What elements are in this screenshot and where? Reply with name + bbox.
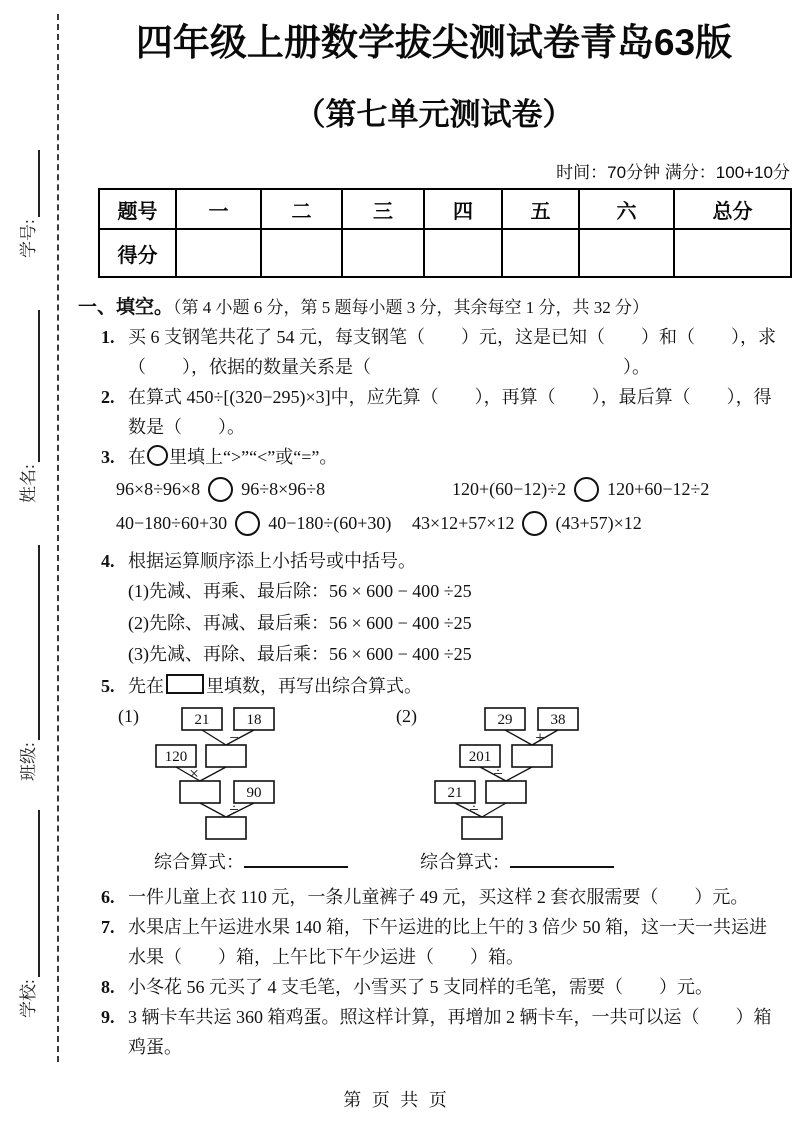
section-1-note: （第 4 小题 6 分，第 5 题每小题 3 分，其余每空 1 分，共 32 分） bbox=[173, 298, 650, 317]
question-text: 水果（ ）箱，上午比下午少运进（ ）箱。 bbox=[128, 946, 524, 967]
operator-label: ÷ bbox=[229, 799, 239, 819]
score-table bbox=[98, 188, 792, 278]
expression-left: 120+(60−12)÷2 bbox=[452, 478, 567, 499]
question-text: 水果店上午运进水果 140 箱，下午运进的比上午的 3 倍少 50 箱，这一天一共运进 bbox=[128, 916, 767, 937]
score-cell-empty bbox=[176, 229, 261, 277]
expression-right: (43+57)×12 bbox=[555, 512, 642, 533]
student-number-blank-line bbox=[18, 150, 40, 217]
question-7-line-1 bbox=[78, 912, 790, 942]
question-number: 6. bbox=[101, 886, 115, 907]
circle-blank-icon bbox=[147, 445, 168, 466]
fold-dashed-line bbox=[57, 14, 59, 1062]
exam-title: 四年级上册数学拔尖测试卷青岛63版 bbox=[135, 22, 733, 63]
score-header-cell: 五 bbox=[502, 189, 579, 229]
question-number: 2. bbox=[101, 387, 115, 407]
question-text: （ ），依据的数量关系是（ ）。 bbox=[128, 357, 650, 377]
circle-blank-icon bbox=[574, 477, 599, 502]
result-box-blank bbox=[462, 817, 502, 839]
question-8-line-1 bbox=[78, 972, 790, 1002]
flow-diagram-2 bbox=[396, 703, 582, 848]
page-footer: 第 页 共 页 bbox=[343, 1090, 450, 1110]
question-number: 7. bbox=[101, 916, 115, 937]
question-text: 里填上“>”“<”或“=”。 bbox=[169, 447, 338, 467]
question-text: 鸡蛋。 bbox=[128, 1036, 182, 1057]
composite-expression-2 bbox=[420, 849, 614, 875]
circle-blank-icon bbox=[522, 511, 547, 536]
question-5-diagrams bbox=[78, 703, 790, 848]
exam-subtitle: （第七单元测试卷） bbox=[294, 97, 574, 132]
result-box-blank bbox=[206, 817, 246, 839]
expression-left: 40−180÷60+30 bbox=[116, 512, 228, 533]
expr-underline bbox=[244, 851, 348, 868]
expression-right: 96÷8×96÷8 bbox=[241, 478, 326, 499]
question-2-line-1 bbox=[78, 382, 790, 412]
score-header-cell: 总分 bbox=[674, 189, 791, 229]
score-cell-empty bbox=[342, 229, 424, 277]
square-blank-icon bbox=[166, 674, 204, 694]
operator-label: ÷ bbox=[469, 799, 479, 819]
result-box-blank bbox=[180, 781, 220, 803]
expression-left: 43×12+57×12 bbox=[412, 512, 515, 533]
question-1-line-2 bbox=[78, 352, 790, 382]
question-4-heading bbox=[78, 546, 790, 576]
circle-blank-icon bbox=[235, 511, 260, 536]
expr-label: 综合算式： bbox=[154, 851, 244, 872]
question-number: 5. bbox=[101, 675, 115, 696]
main-content bbox=[78, 18, 790, 1062]
score-cell-empty bbox=[261, 229, 342, 277]
score-header-cell: 六 bbox=[579, 189, 674, 229]
score-header-cell: 题号 bbox=[99, 189, 176, 229]
sidebar-item-school bbox=[16, 810, 40, 1018]
question-4-item-3: (3)先减、再除、最后乘：56 × 600 − 400 ÷25 bbox=[128, 644, 472, 664]
question-6-line-1 bbox=[78, 882, 790, 912]
score-cell-empty bbox=[424, 229, 502, 277]
sidebar-item-name bbox=[16, 310, 40, 503]
score-cell-empty bbox=[502, 229, 579, 277]
comparison-row-1 bbox=[78, 472, 790, 506]
composite-expression-row bbox=[78, 849, 790, 875]
value-label: 201 bbox=[468, 748, 492, 765]
question-number: 1. bbox=[101, 327, 115, 347]
question-5-heading bbox=[78, 671, 790, 701]
question-text: 买 6 支钢笔共花了 54 元，每支钢笔（ ）元，这是已知（ ）和（ ），求 bbox=[128, 327, 776, 347]
sidebar-item-class bbox=[16, 545, 40, 781]
value-label: 90 bbox=[246, 784, 262, 801]
name-blank-line bbox=[18, 310, 40, 462]
expression-right: 40−180÷(60+30) bbox=[268, 512, 392, 533]
exam-meta: 时间：70分钟 满分：100+10分 bbox=[556, 163, 790, 182]
score-table-header-row bbox=[99, 189, 791, 229]
circle-blank-icon bbox=[208, 477, 233, 502]
comparison-row-2 bbox=[78, 506, 790, 540]
expression-left: 96×8÷96×8 bbox=[116, 478, 201, 499]
score-header-cell: 二 bbox=[261, 189, 342, 229]
question-text: 3 辆卡车共运 360 箱鸡蛋。照这样计算，再增加 2 辆卡车，一共可以运（ ）箱 bbox=[128, 1006, 772, 1027]
score-row-label: 得分 bbox=[99, 229, 176, 277]
result-box-blank bbox=[206, 745, 246, 767]
name-label: 姓名: bbox=[19, 464, 38, 503]
question-text: 里填数，再写出综合算式。 bbox=[206, 675, 422, 696]
expr-underline bbox=[510, 851, 614, 868]
question-number: 3. bbox=[101, 447, 115, 467]
value-label: 29 bbox=[497, 711, 513, 728]
question-4-item-1: (1)先减、再乘、最后除：56 × 600 − 400 ÷25 bbox=[128, 581, 472, 601]
result-box-blank bbox=[486, 781, 526, 803]
student-number-label: 学号: bbox=[19, 219, 38, 258]
question-9-line-1 bbox=[78, 1002, 790, 1032]
value-label: 21 bbox=[194, 711, 210, 728]
question-4-item-2: (2)先除、再减、最后乘：56 × 600 − 400 ÷25 bbox=[128, 612, 472, 633]
comparison-pair bbox=[116, 511, 412, 536]
score-table-score-row bbox=[99, 229, 791, 277]
school-label: 学校: bbox=[19, 979, 38, 1018]
flow-diagram-2-svg bbox=[432, 703, 582, 843]
operator-label: × bbox=[189, 763, 199, 783]
question-3-heading bbox=[78, 442, 790, 472]
comparison-pair bbox=[412, 511, 642, 536]
question-9-line-2 bbox=[78, 1032, 790, 1062]
value-label: 120 bbox=[164, 748, 188, 765]
question-text: 在 bbox=[128, 447, 146, 467]
question-number: 4. bbox=[101, 551, 115, 571]
score-header-cell: 三 bbox=[342, 189, 424, 229]
composite-expression-1 bbox=[154, 849, 348, 875]
expr-label: 综合算式： bbox=[420, 851, 510, 872]
question-text: 数是（ ）。 bbox=[128, 417, 245, 437]
diagram-label: (2) bbox=[396, 705, 417, 726]
question-text: 根据运算顺序添上小括号或中括号。 bbox=[128, 551, 416, 571]
result-box-blank bbox=[512, 745, 552, 767]
flow-diagram-1 bbox=[118, 703, 304, 848]
question-text: 小冬花 56 元买了 4 支毛笔，小雪买了 5 支同样的毛笔，需要（ ）元。 bbox=[128, 976, 713, 997]
operator-label: ÷ bbox=[493, 763, 503, 783]
school-blank-line bbox=[18, 810, 40, 977]
question-7-line-2 bbox=[78, 942, 790, 972]
question-number: 8. bbox=[101, 976, 115, 997]
value-label: 38 bbox=[550, 711, 566, 728]
question-1-line-1 bbox=[78, 322, 790, 352]
score-header-cell: 四 bbox=[424, 189, 502, 229]
operator-label: + bbox=[535, 727, 545, 747]
diagram-label: (1) bbox=[118, 705, 139, 726]
class-blank-line bbox=[18, 545, 40, 740]
flow-diagram-1-svg bbox=[154, 703, 304, 843]
question-number: 9. bbox=[101, 1006, 115, 1027]
score-cell-empty bbox=[579, 229, 674, 277]
expression-right: 120+60−12÷2 bbox=[607, 478, 710, 499]
question-2-line-2 bbox=[78, 412, 790, 442]
operator-label: − bbox=[229, 727, 239, 747]
section-1-heading bbox=[78, 295, 790, 322]
question-text: 在算式 450÷[(320−295)×3]中，应先算（ ），再算（ ），最后算（ ），得 bbox=[128, 387, 772, 407]
score-header-cell: 一 bbox=[176, 189, 261, 229]
question-text: 一件儿童上衣 110 元，一条儿童裤子 49 元，买这样 2 套衣服需要（ ）元。 bbox=[128, 886, 749, 907]
class-label: 班级: bbox=[19, 742, 38, 781]
section-1-title: 一、填空。 bbox=[78, 297, 174, 318]
comparison-pair bbox=[116, 477, 452, 502]
question-text: 先在 bbox=[128, 675, 164, 696]
value-label: 18 bbox=[246, 711, 262, 728]
score-cell-empty bbox=[674, 229, 791, 277]
comparison-pair bbox=[452, 477, 709, 502]
sidebar-item-student-number bbox=[16, 150, 40, 258]
value-label: 21 bbox=[447, 784, 463, 801]
